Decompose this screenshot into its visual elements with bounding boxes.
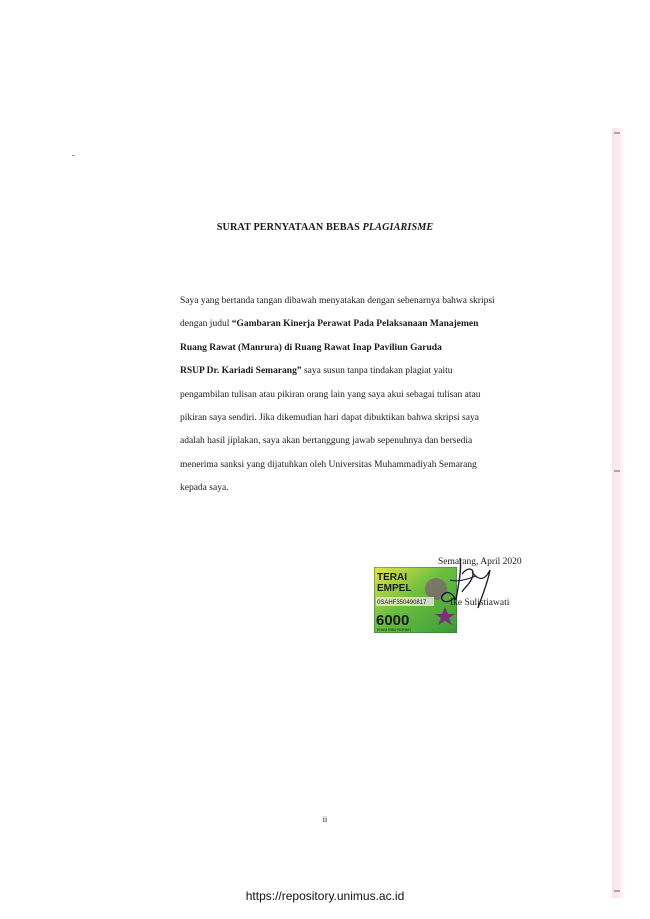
stamp-caption: ENAM RIBU RUPIAH	[377, 628, 411, 632]
repository-url[interactable]: https://repository.unimus.ac.id	[245, 889, 405, 903]
place-date: Semarang, April 2020	[438, 557, 522, 567]
stamp-text-line1: TERAI	[377, 572, 407, 583]
stamp-value: 6000	[376, 612, 410, 629]
paragraph-line: kepada saya.	[180, 483, 229, 494]
scan-edge-strip	[612, 128, 625, 898]
stamp-serial: 0SAHF350490817	[377, 600, 427, 606]
statement-paragraph	[180, 290, 533, 501]
paragraph-line: pengambilan tulisan atau pikiran orang lain yang saya akui sebagai tulisan atau	[180, 389, 481, 400]
page-number: ii	[322, 815, 328, 824]
paragraph-line: pikiran saya sendiri. Jika dikemudian hari dapat dibuktikan bahwa skripsi saya	[180, 413, 479, 424]
page-title: SURAT PERNYATAAN BEBAS PLAGIARISME	[216, 222, 434, 233]
paragraph-line: adalah hasil jiplakan, saya akan bertanggung jawab sepenuhnya dan bersedia	[180, 436, 473, 447]
scan-edge-mark	[614, 470, 620, 472]
paragraph-line: Saya yang bertanda tangan dibawah menyatakan dengan sebenarnya bahwa skripsi	[180, 296, 495, 306]
scan-speck	[72, 155, 75, 156]
scan-edge-mark	[614, 132, 620, 134]
paragraph-line: Ruang Rawat (Manrura) di Ruang Rawat Inap Paviliun Garuda	[180, 342, 442, 353]
paragraph-line: RSUP Dr. Kariadi Semarang” saya susun tanpa tindakan plagiat yaitu	[180, 366, 453, 377]
signer-name: Ike Sulistiawati	[450, 598, 510, 608]
paragraph-line: menerima sanksi yang dijatuhkan oleh Universitas Muhammadiyah Semarang	[180, 459, 477, 470]
stamp-text-line2: EMPEL	[377, 583, 412, 594]
paragraph-line: dengan judul “Gambaran Kinerja Perawat Pada Pelaksanaan Manajemen	[180, 319, 479, 330]
